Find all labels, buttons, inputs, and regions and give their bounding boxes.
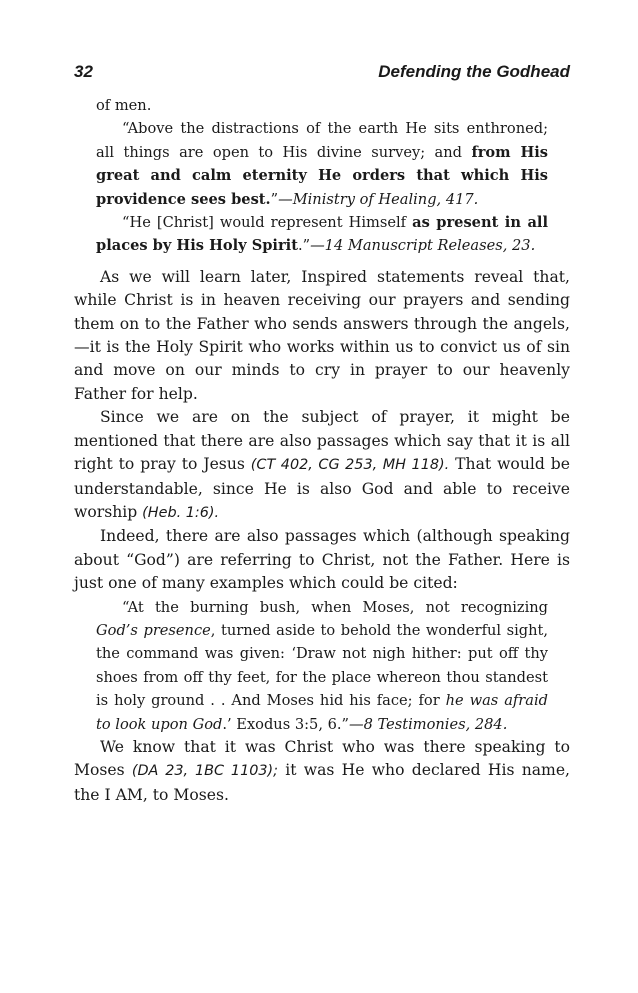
paragraph-text: That would be understandable, since He is also God and able to receive worship <box>74 455 570 521</box>
page-number: 32 <box>74 62 93 81</box>
page-body <box>74 94 570 807</box>
quote-ministry-of-healing <box>96 117 548 211</box>
reference-citation: (Heb. 1:6). <box>142 504 220 521</box>
quote-burning-bush <box>96 596 548 736</box>
quote-close: ” <box>270 190 279 208</box>
paragraph-christ-moses <box>74 736 570 807</box>
quote-emphasis: from His great and calm eternity He orders that which His providence sees best. <box>96 143 549 208</box>
quote-text: “Above the distractions of the earth He sits enthroned; all things are open to His divine survey; and <box>96 120 548 161</box>
reference-citation: (DA 23, 1BC 1103); <box>131 763 279 780</box>
paragraph-inspired-statements <box>74 266 570 406</box>
quote-source: —14 Manuscript Releases, 23. <box>310 237 536 255</box>
quote-source: —8 Testimonies, 284. <box>348 715 508 733</box>
quote-continuation-text: of men. <box>96 97 152 114</box>
paragraph-indeed <box>74 525 570 595</box>
paragraph-text: it was He who declared His name, the I AM, to Moses. <box>74 761 571 804</box>
paragraph-text: As we will learn later, Inspired statements reveal that, while Christ is in heaven receiving our prayers and sending them on to the Father who sends answers through the angels,—it is the Holy Spirit who works within us to convict us of sin and move on our minds to cry in prayer to our heavenly Father for help. <box>74 267 570 403</box>
quote-italic: God’s presence <box>96 621 211 639</box>
book-title: Defending the Godhead <box>378 62 570 81</box>
quote-text: , turned aside to behold the wonderful sight, the command was given: ‘Draw not nigh hither: put off thy shoes from off thy feet, for the place whereon thou standest is holy ground . . And Moses hid his face; for <box>96 621 548 710</box>
quote-text: “At the burning bush, when Moses, not recognizing <box>122 598 548 616</box>
quote-close: .” <box>297 237 311 255</box>
quote-continuation <box>96 94 548 117</box>
quote-close: .’ Exodus 3:5, 6.” <box>222 715 349 733</box>
paragraph-text: Since we are on the subject of prayer, it might be mentioned that there are also passages which say that it is all right to pray to Jesus <box>74 408 570 474</box>
running-header <box>74 62 570 88</box>
quote-italic: he was afraid to look upon God <box>96 692 548 733</box>
quote-manuscript-releases <box>96 211 548 258</box>
paragraph-prayer <box>74 406 570 525</box>
quote-text: “He [Christ] would represent Himself <box>122 214 413 232</box>
paragraph-text: We know that it was Christ who was there speaking to Moses <box>74 737 570 780</box>
quote-source: —Ministry of Healing, 417. <box>278 190 479 208</box>
reference-citation: (CT 402, CG 253, MH 118). <box>250 457 450 474</box>
quote-emphasis: as present in all places by His Holy Spirit <box>96 214 548 255</box>
paragraph-text: Indeed, there are also passages which (although speaking about “God”) are referring to Christ, not the Father. Here is just one of many examples which could be cited: <box>74 527 570 593</box>
